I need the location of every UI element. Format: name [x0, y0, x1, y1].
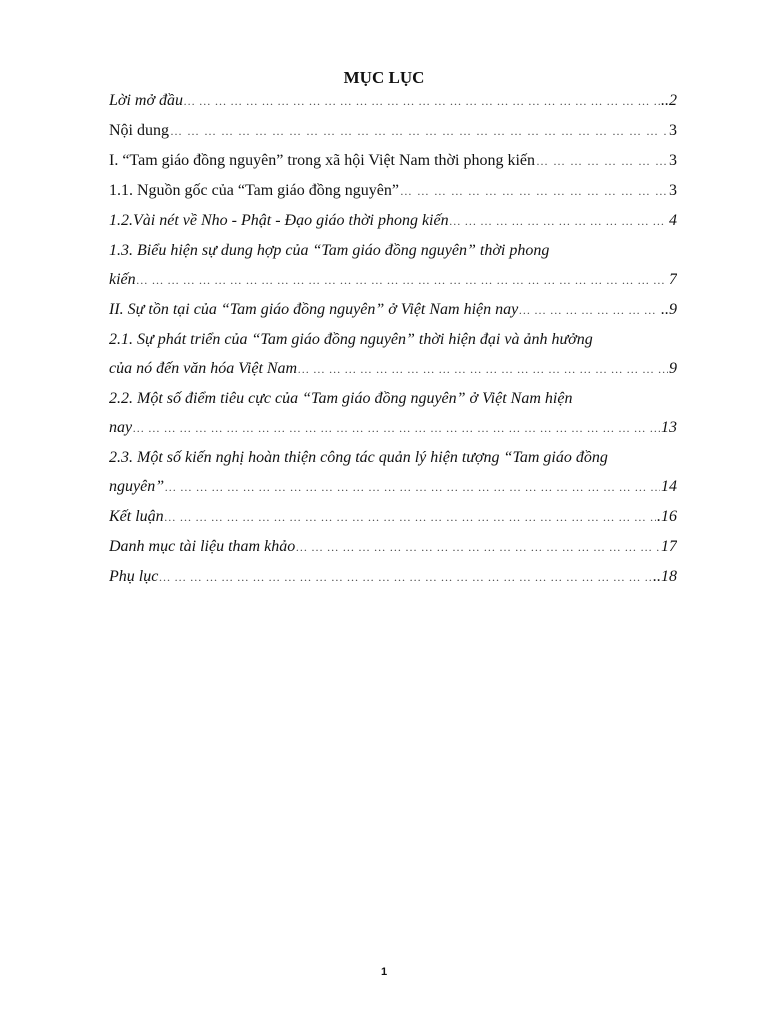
dot-leader	[165, 503, 656, 532]
toc-entry-lead: 1.3. Biểu hiện sự dung hợp của “Tam giáo đồng nguyên” thời phong	[109, 242, 550, 259]
toc-entry-1-2[interactable]	[109, 206, 677, 236]
toc-page-number: ..18	[653, 568, 677, 585]
toc-page-number: 3	[669, 122, 677, 139]
toc-entry-loi-mo-dau[interactable]	[109, 86, 677, 116]
toc-entry-phu-luc[interactable]	[109, 562, 677, 592]
dot-leader	[165, 473, 660, 502]
toc-page-number: ..9	[661, 301, 677, 318]
dot-leader	[137, 266, 668, 295]
toc-entry-label: Nội dung	[109, 122, 169, 139]
dot-leader	[170, 117, 668, 146]
toc-entry-1-1[interactable]	[109, 176, 677, 206]
toc-entry-label: kiến	[109, 271, 136, 288]
toc-entry-label: Phụ lục	[109, 568, 159, 585]
toc-entry-2-2[interactable]	[109, 384, 677, 443]
toc-entry-label: của nó đến văn hóa Việt Nam	[109, 360, 298, 377]
dot-leader	[450, 207, 668, 236]
toc-page-number: 3	[669, 152, 677, 169]
toc-page-number: 9	[669, 360, 677, 377]
dot-leader	[298, 355, 668, 384]
dot-leader	[296, 533, 660, 562]
toc-entry-noi-dung[interactable]	[109, 116, 677, 146]
table-of-contents	[109, 86, 677, 592]
toc-entry-section-ii[interactable]	[109, 295, 677, 325]
toc-entry-lead: 2.3. Một số kiến nghị hoàn thiện công tác quản lý hiện tượng “Tam giáo đồng	[109, 449, 608, 466]
toc-entry-1-3[interactable]	[109, 236, 677, 295]
toc-entry-2-1[interactable]	[109, 325, 677, 384]
toc-page-number: 7	[669, 271, 677, 288]
toc-entry-label: Danh mục tài liệu tham khảo	[109, 538, 296, 555]
toc-entry-tai-lieu[interactable]	[109, 532, 677, 562]
toc-page-number: ..2	[661, 92, 677, 109]
dot-leader	[133, 414, 660, 443]
dot-leader	[159, 563, 652, 592]
toc-entry-label: nay	[109, 419, 133, 436]
page-footer-number: 1	[380, 966, 388, 978]
toc-entry-label: II. Sự tồn tại của “Tam giáo đồng nguyên” ở Việt Nam hiện nay	[109, 301, 519, 318]
toc-page-number: 4	[669, 212, 677, 229]
toc-entry-label: 1.1. Nguồn gốc của “Tam giáo đồng nguyên”	[109, 182, 399, 199]
toc-page-number: 17	[661, 538, 677, 555]
toc-entry-lead: 2.2. Một số điểm tiêu cực của “Tam giáo đồng nguyên” ở Việt Nam hiện	[109, 390, 573, 407]
dot-leader	[536, 147, 668, 176]
dot-leader	[184, 87, 660, 116]
toc-page-number: 3	[669, 182, 677, 199]
toc-entry-label: Kết luận	[109, 508, 164, 525]
toc-entry-lead: 2.1. Sự phát triển của “Tam giáo đồng nguyên” thời hiện đại và ảnh hưởng	[109, 331, 593, 348]
dot-leader	[519, 296, 660, 325]
toc-entry-label: 1.2.Vài nét về Nho - Phật - Đạo giáo thời phong kiến	[109, 212, 449, 229]
toc-entry-label: nguyên”	[109, 478, 165, 495]
toc-page-number: .16	[657, 508, 677, 525]
dot-leader	[400, 177, 668, 206]
toc-page-number: 13	[661, 419, 677, 436]
toc-page-number: 14	[661, 478, 677, 495]
toc-entry-2-3[interactable]	[109, 443, 677, 502]
toc-entry-ket-luan[interactable]	[109, 502, 677, 532]
toc-entry-section-i[interactable]	[109, 146, 677, 176]
toc-entry-label: I. “Tam giáo đồng nguyên” trong xã hội Việt Nam thời phong kiến	[109, 152, 535, 169]
toc-title: MỤC LỤC	[343, 68, 425, 87]
toc-entry-label: Lời mở đầu	[109, 92, 183, 109]
